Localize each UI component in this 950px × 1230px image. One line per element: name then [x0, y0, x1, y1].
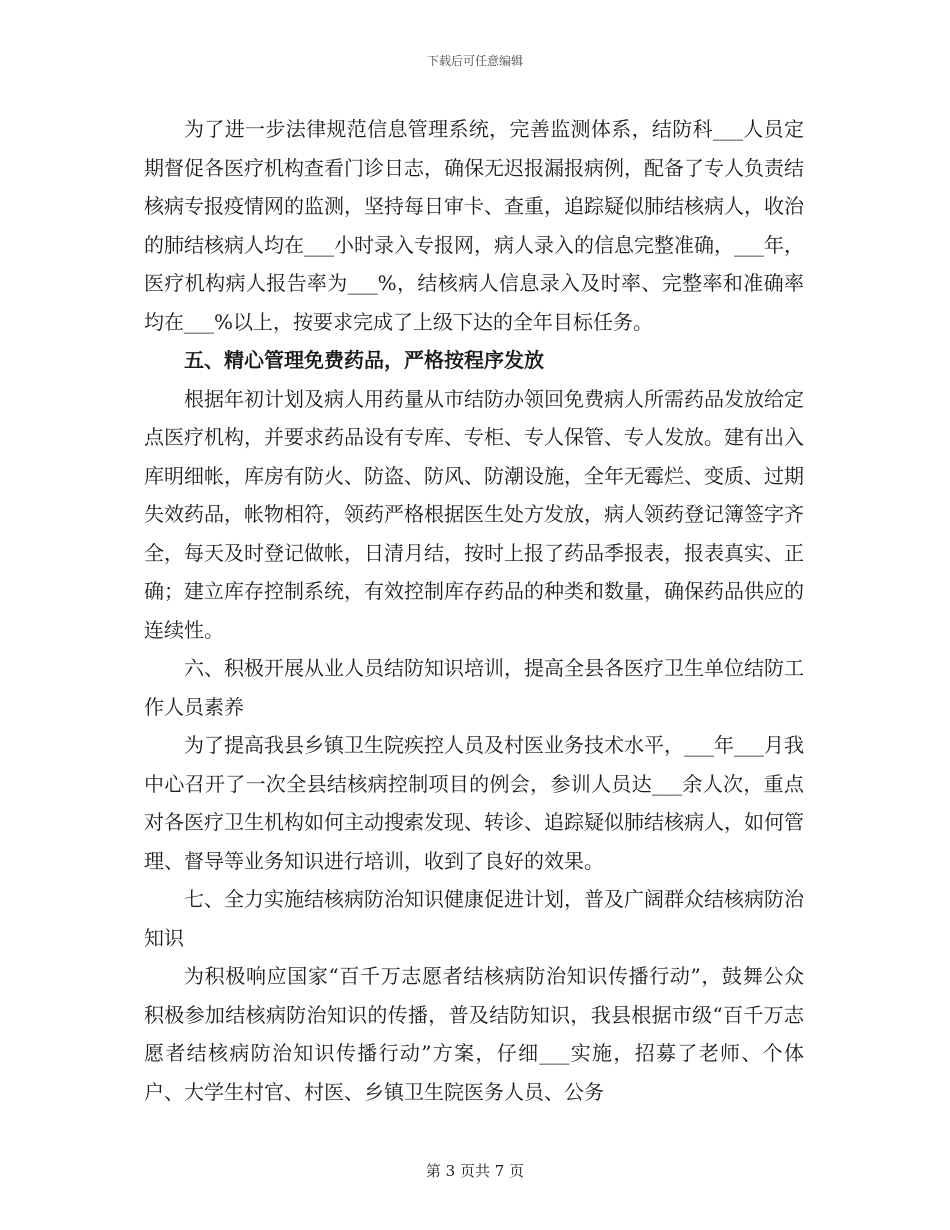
- section-heading-5: 五、精心管理免费药品，严格按程序发放: [184, 348, 544, 372]
- paragraph-training: 为了提高我县乡镇卫生院疾控人员及村医业务技术水平，___年___月我中心召开了一次全县结核病控制项目的例会，参训人员达___余人次，重点对各医疗卫生机构如何主动搜索发现、转诊、追踪疑似肺结核病人，如何管理、督导等业务知识进行培训，收到了良好的效果。: [144, 733, 804, 873]
- header-note: 下载后可任意编辑: [426, 54, 523, 68]
- section-heading-6: 六、积极开展从业人员结防知识培训，提高全县各医疗卫生单位结防工作人员素养: [144, 656, 804, 719]
- section-heading-7: 七、全力实施结核病防治知识健康促进计划，普及广阔群众结核病防治知识: [144, 887, 804, 950]
- paragraph-health-promotion: 为积极响应国家“百千万志愿者结核病防治知识传播行动”，鼓舞公众积极参加结核病防治知识的传播，普及结防知识，我县根据市级“百千万志愿者结核病防治知识传播行动”方案，仔细___实施，招募了老师、个体户、大学生村官、村医、乡镇卫生院医务人员、公务: [144, 964, 804, 1104]
- paragraph-drug-management: 根据年初计划及病人用药量从市结防办领回免费病人所需药品发放给定点医疗机构，并要求药品设有专库、专柜、专人保管、专人发放。建有出入库明细帐，库房有防火、防盗、防风、防潮设施，全年无霉烂、变质、过期失效药品，帐物相符，领药严格根据医生处方发放，病人领药登记簿签字齐全，每天及时登记做帐，日清月结，按时上报了药品季报表，报表真实、正确；建立库存控制系统，有效控制库存药品的种类和数量，确保药品供应的连续性。: [144, 386, 804, 642]
- page-number: 第 3 页共 7 页: [425, 1162, 525, 1180]
- paragraph-info-management: 为了进一步法律规范信息管理系统，完善监测体系，结防科___人员定期督促各医疗机构查看门诊日志，确保无迟报漏报病例，配备了专人负责结核病专报疫情网的监测，坚持每日审卡、查重，追踪疑似肺结核病人，收治的肺结核病人均在___小时录入专报网，病人录入的信息完整准确，___年，医疗机构病人报告率为___%，结核病人信息录入及时率、完整率和准确率均在___%以上，按要求完成了上级下达的全年目标任务。: [144, 117, 804, 334]
- document-body: [144, 110, 804, 1111]
